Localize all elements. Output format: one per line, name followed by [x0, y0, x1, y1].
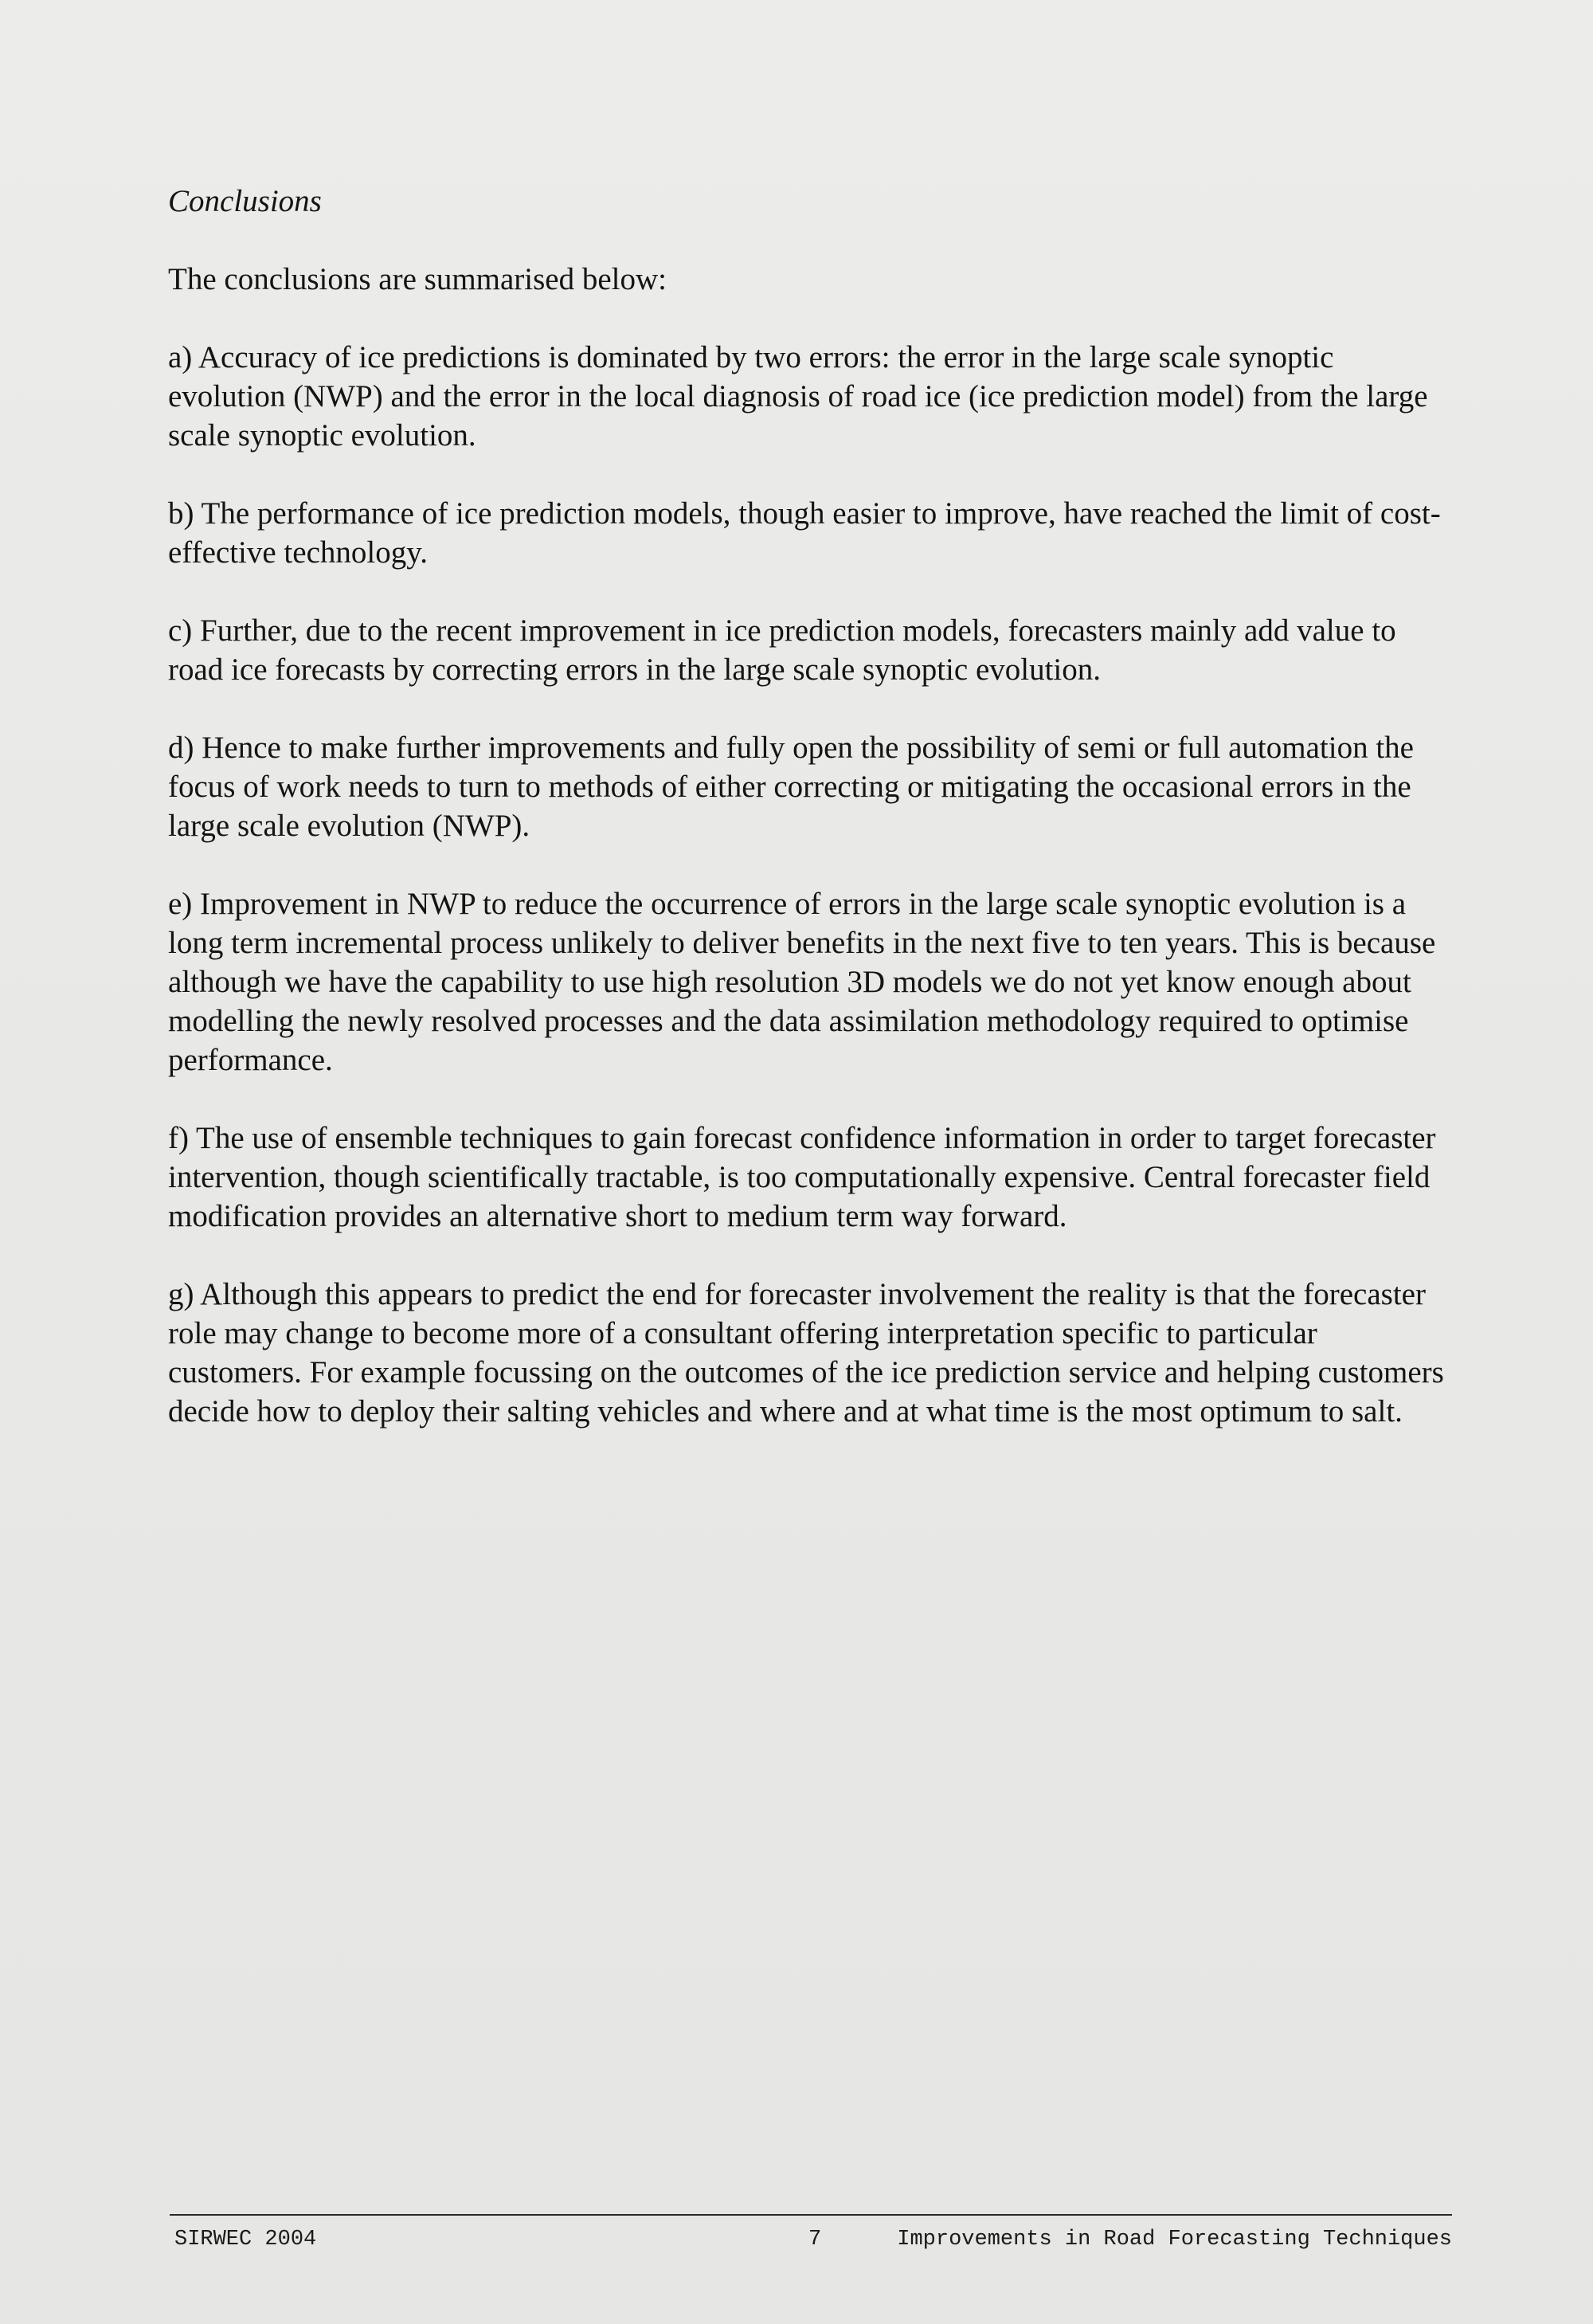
conclusion-item-b: b) The performance of ice prediction models, though easier to improve, have reached the limit of cost-effective technology.	[168, 496, 1441, 570]
conclusion-item-f: f) The use of ensemble techniques to gain forecast confidence information in order to target forecaster intervention, though scientifically tractable, is too computationally expensive. Central forecaster field modification provides an alternative short to medium term way forward.	[168, 1121, 1436, 1233]
intro-paragraph: The conclusions are summarised below:	[168, 262, 667, 296]
conclusion-item-a: a) Accuracy of ice predictions is dominated by two errors: the error in the large scale synoptic evolution (NWP) and the error in the local diagnosis of road ice (ice prediction model) from the large scale synoptic evolution.	[168, 340, 1428, 453]
conclusion-item-e: e) Improvement in NWP to reduce the occurrence of errors in the large scale synoptic evolution is a long term incremental process unlikely to deliver benefits in the next five to ten years. This is because although we have the capability to use high resolution 3D models we do not yet know enough about modelling the newly resolved processes and the data assimilation methodology required to optimise performance.	[168, 887, 1436, 1077]
footer-page-number: 7	[808, 2228, 822, 2251]
footer-title: Improvements in Road Forecasting Techniques	[897, 2228, 1452, 2251]
conclusion-item-g: g) Although this appears to predict the end for forecaster involvement the reality is that the forecaster role may change to become more of a consultant offering interpretation specific to particular customers. For example focussing on the outcomes of the ice prediction service and helping customers decide how to deploy their salting vehicles and where and at what time is the most optimum to salt.	[168, 1277, 1444, 1428]
conclusion-item-d: d) Hence to make further improvements and fully open the possibility of semi or full automation the focus of work needs to turn to methods of either correcting or mitigating the occasional errors in the large scale evolution (NWP).	[168, 731, 1414, 843]
footer-conference: SIRWEC 2004	[174, 2228, 317, 2251]
conclusion-item-c: c) Further, due to the recent improvement in ice prediction models, forecasters mainly add value to road ice forecasts by correcting errors in the large scale synoptic evolution.	[168, 613, 1396, 687]
section-heading: Conclusions	[168, 184, 322, 218]
document-body	[168, 182, 1458, 1470]
page-footer	[170, 2228, 1452, 2259]
footer-divider	[170, 2214, 1452, 2216]
